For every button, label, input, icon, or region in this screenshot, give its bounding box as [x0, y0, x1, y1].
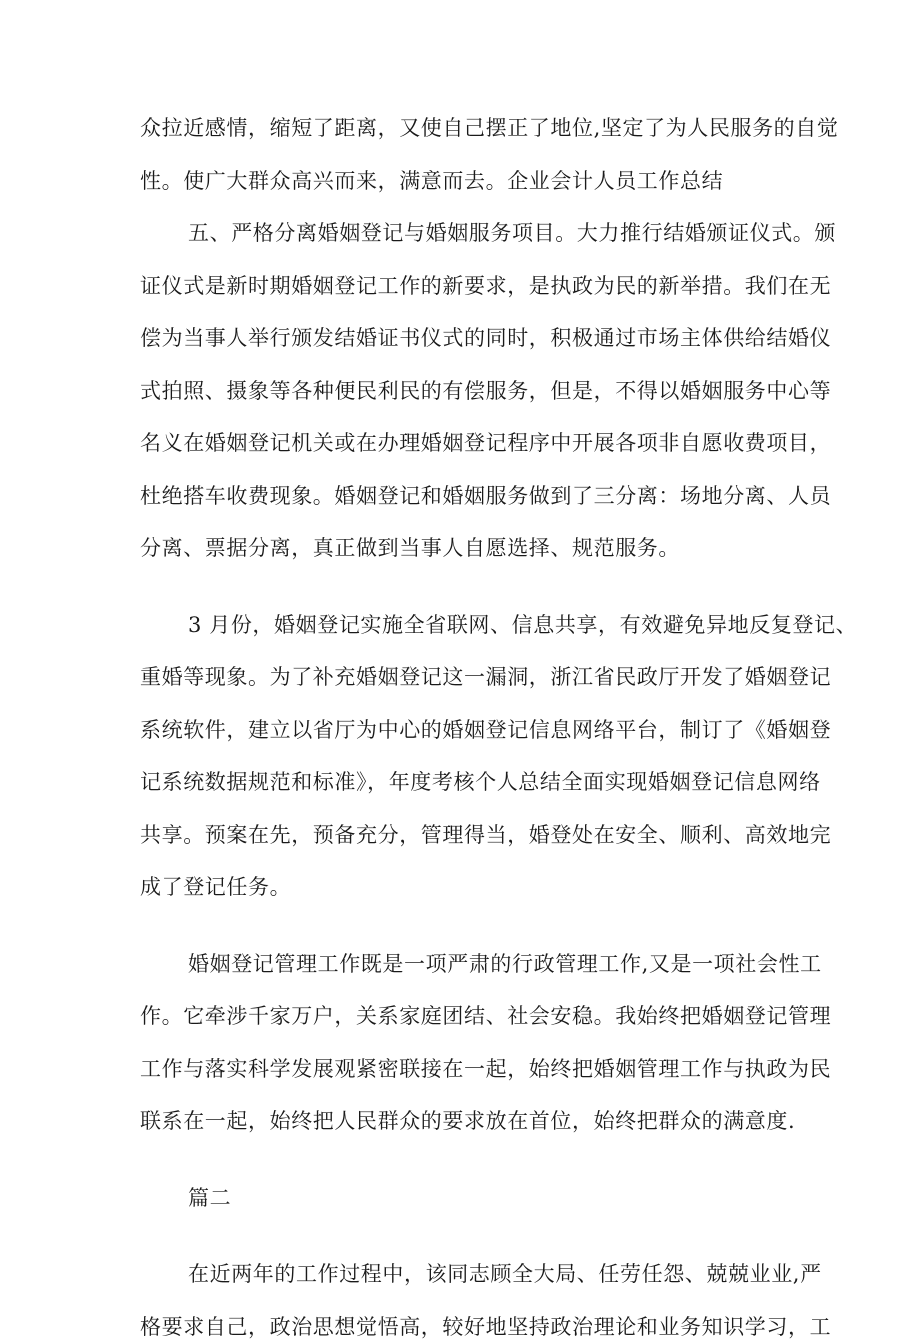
text-line: 分离、票据分离，真正做到当事人自愿选择、规范服务。 [140, 536, 680, 560]
text-line: 杜绝搭车收费现象。婚姻登记和婚姻服务做到了三分离：场地分离、人员 [140, 484, 832, 508]
paragraph-first-line: 3 月份，婚姻登记实施全省联网、信息共享，有效避免异地反复登记、 [188, 613, 858, 637]
text-line: 性。使广大群众高兴而来，满意而去。企业会计人员工作总结 [140, 169, 724, 193]
text-line: 作。它牵涉千家万户，关系家庭团结、社会安稳。我始终把婚姻登记管理 [140, 1004, 832, 1028]
text-line: 系统软件，建立以省厅为中心的婚姻登记信息网络平台，制订了《婚姻登 [140, 718, 832, 742]
paragraph-first-line: 婚姻登记管理工作既是一项严肃的行政管理工作,又是一项社会性工 [188, 952, 822, 976]
text-line: 证仪式是新时期婚姻登记工作的新要求，是执政为民的新举措。我们在无 [140, 274, 832, 298]
text-line: 名义在婚姻登记机关或在办理婚姻登记程序中开展各项非自愿收费项目， [140, 431, 832, 455]
text-line: 众拉近感情，缩短了距离，又使自己摆正了地位,坚定了为人民服务的自觉 [140, 116, 839, 140]
text-line: 成了登记任务。 [140, 875, 292, 899]
text-line: 联系在一起，始终把人民群众的要求放在首位，始终把群众的满意度. [140, 1109, 796, 1133]
text-line: 偿为当事人举行颁发结婚证书仪式的同时，积极通过市场主体供给结婚仪 [140, 326, 832, 350]
paragraph-first-line: 五、严格分离婚姻登记与婚姻服务项目。大力推行结婚颁证仪式。颁 [188, 221, 836, 245]
text-line: 记系统数据规范和标准》，年度考核个人总结全面实现婚姻登记信息网络 [140, 770, 821, 794]
text-line: 重婚等现象。为了补充婚姻登记这一漏洞，浙江省民政厅开发了婚姻登记 [140, 665, 832, 689]
section-heading: 篇二 [188, 1186, 232, 1210]
paragraph-first-line: 在近两年的工作过程中，该同志顾全大局、任劳任怨、兢兢业业,严 [188, 1262, 822, 1286]
text-line: 式拍照、摄象等各种便民利民的有偿服务，但是，不得以婚姻服务中心等 [140, 379, 832, 403]
text-line: 工作与落实科学发展观紧密联接在一起，始终把婚姻管理工作与执政为民 [140, 1057, 832, 1081]
text-line: 格要求自己，政治思想觉悟高，较好地坚持政治理论和业务知识学习，工 [140, 1315, 832, 1339]
text-line: 共享。预案在先，预备充分，管理得当，婚登处在安全、顺利、高效地完 [140, 823, 832, 847]
